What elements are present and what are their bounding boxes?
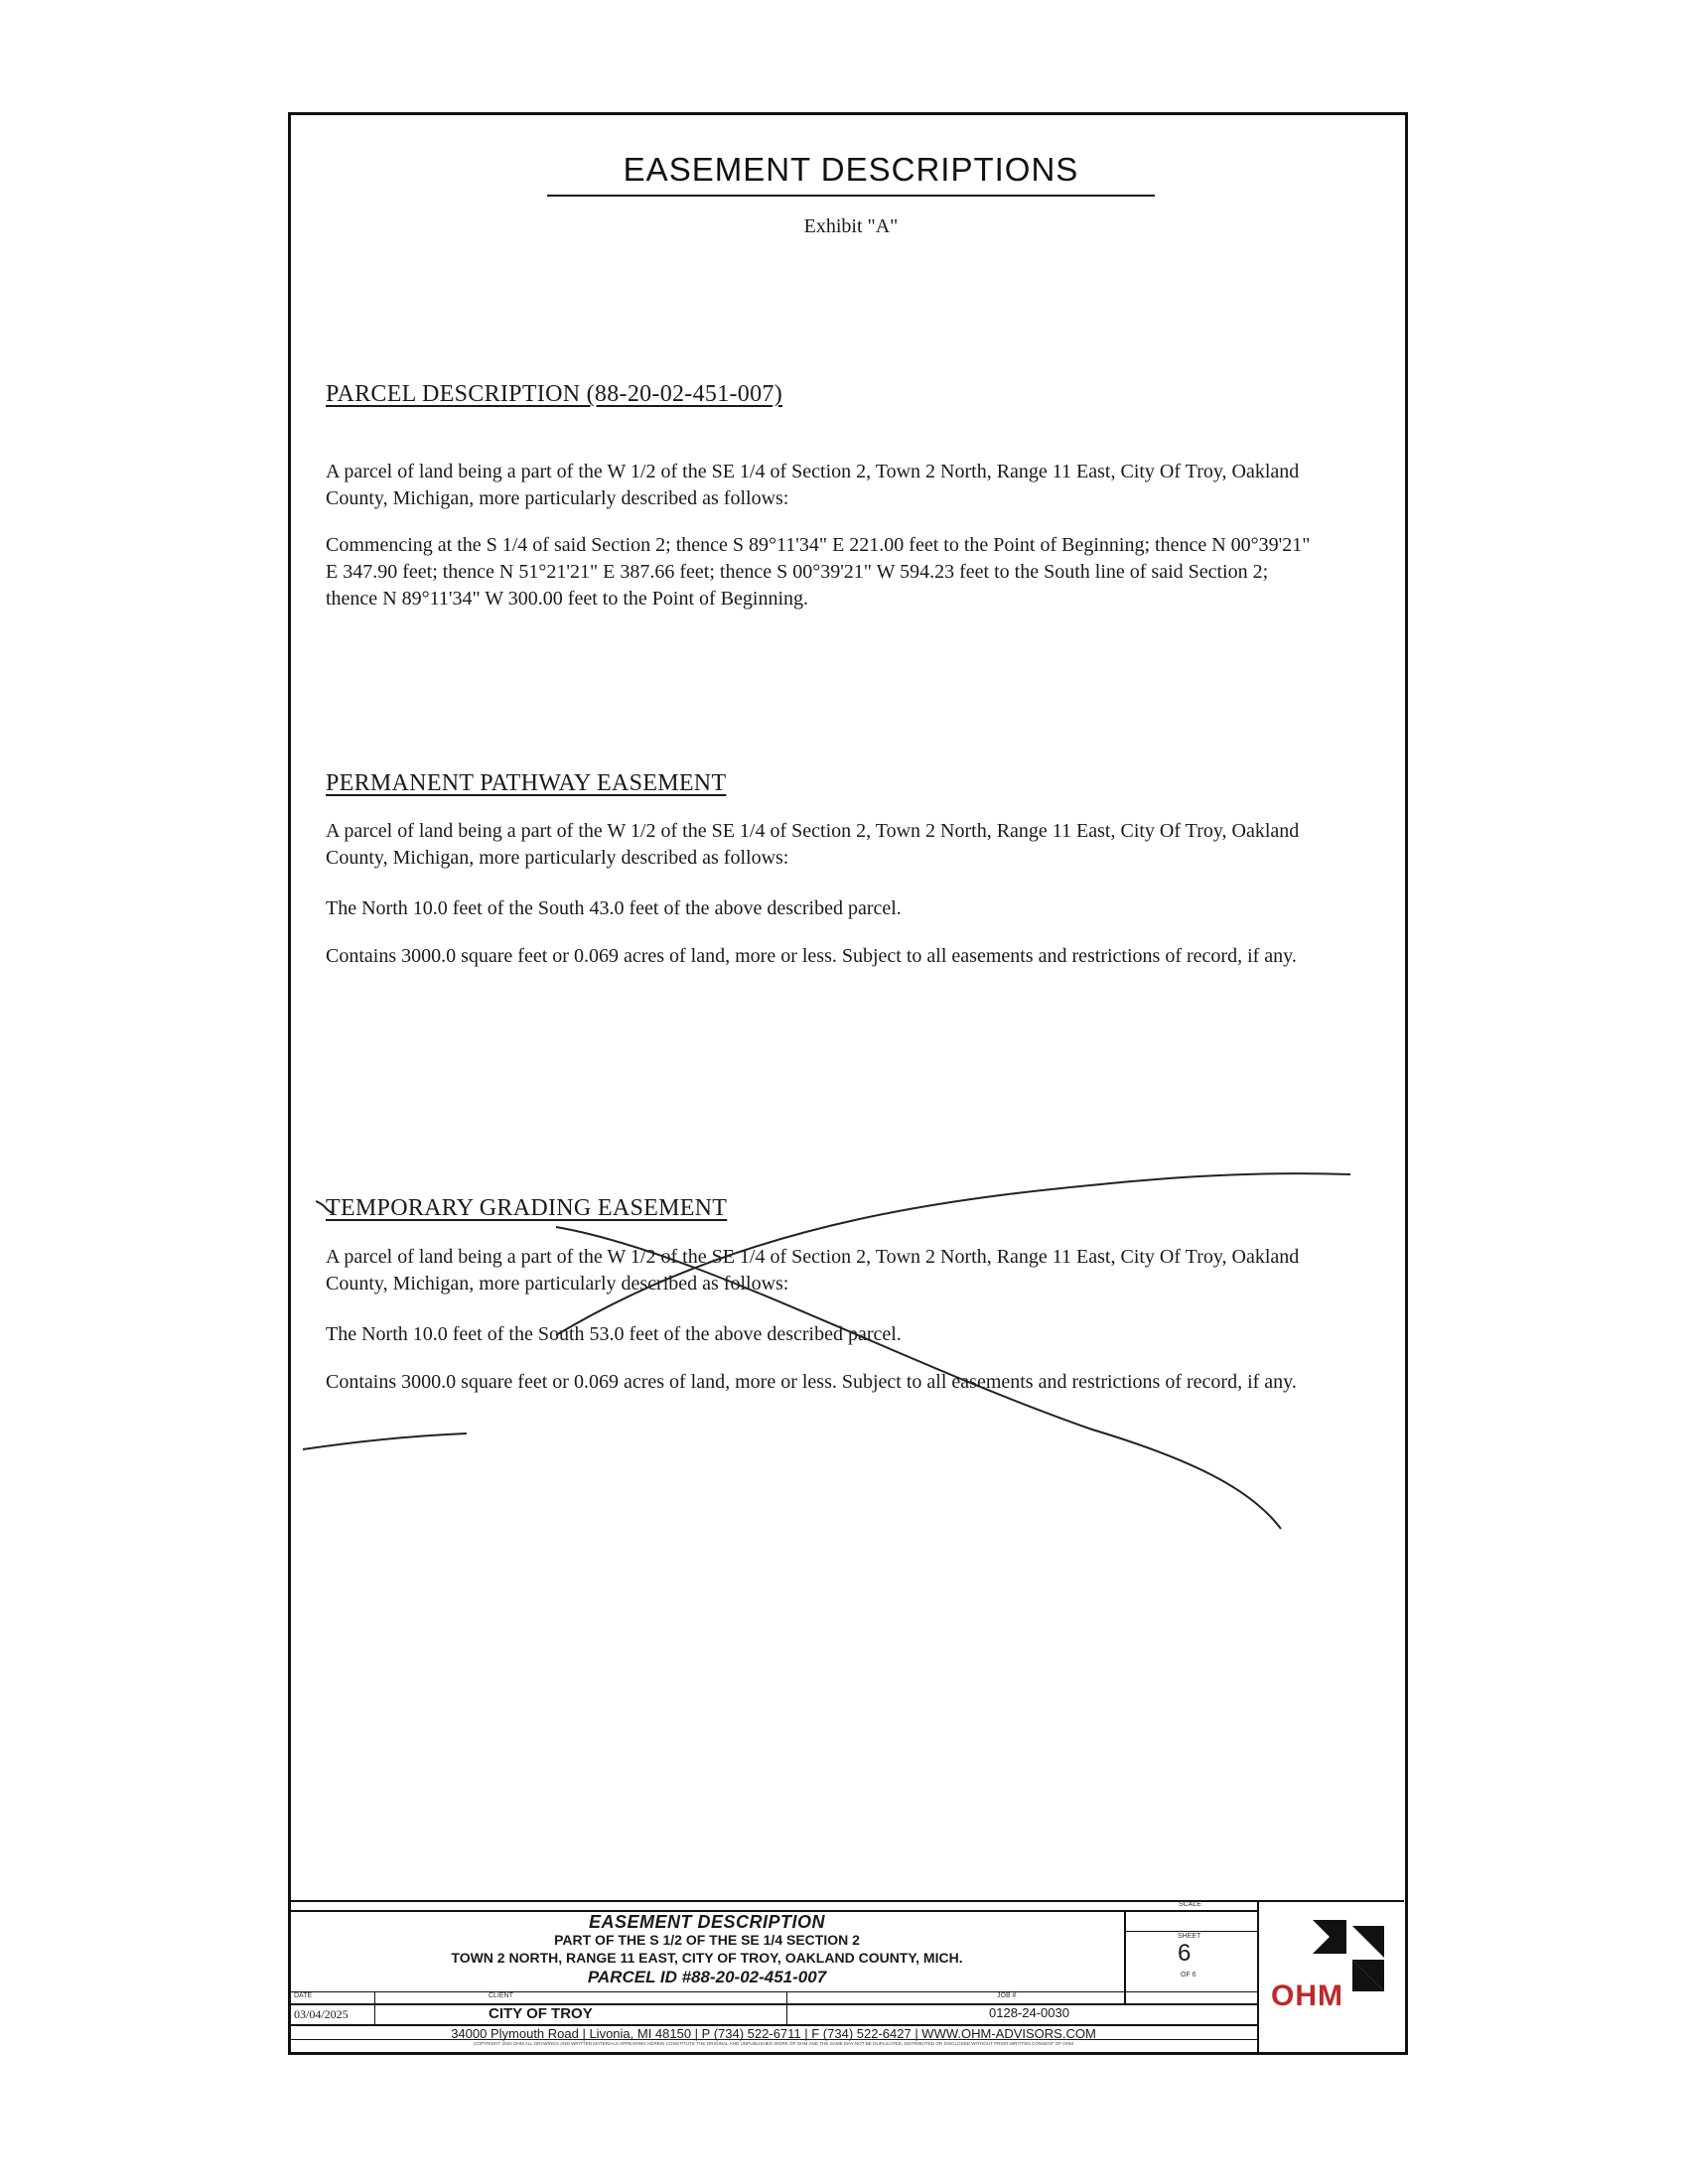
parcel-intro-text: A parcel of land being a part of the W 1/2 of the SE 1/4 of Section 2, Town 2 North, Range 11 East, City Of Troy, Oakland County, Michigan, more particularly described as follows: xyxy=(326,461,1300,509)
scale-label: SCALE xyxy=(1179,1901,1201,1908)
pathway-extent-text: The North 10.0 feet of the South 43.0 feet of the above described parcel. xyxy=(326,897,902,919)
pathway-easement-extent xyxy=(326,895,1319,922)
company-address: 34000 Plymouth Road | Livonia, MI 48150 | P (734) 522-6711 | F (734) 522-6427 | WWW.OHM-ADVISORS.COM xyxy=(451,2026,1096,2041)
title-block-heading: EASEMENT DESCRIPTION xyxy=(588,1912,826,1932)
client-label: CLIENT xyxy=(489,1992,513,1999)
title-block-line-2: TOWN 2 NORTH, RANGE 11 EAST, CITY OF TROY, OAKLAND COUNTY, MICH. xyxy=(451,1950,963,1966)
sheet-of-label: OF 6 xyxy=(1181,1972,1196,1979)
job-label: JOB # xyxy=(997,1992,1017,1999)
drawing-sheet xyxy=(288,112,1408,2055)
pathway-intro-text: A parcel of land being a part of the W 1/2 of the SE 1/4 of Section 2, Town 2 North, Range 11 East, City Of Troy, Oakland County, Michigan, more particularly described as follows: xyxy=(326,820,1300,869)
parcel-description-body xyxy=(326,532,1319,613)
pathway-area-text: Contains 3000.0 square feet or 0.069 acres of land, more or less. Subject to all easements and restrictions of record, if any. xyxy=(326,945,1297,967)
date-label: DATE xyxy=(294,1992,313,1999)
grading-easement-area xyxy=(326,1369,1319,1396)
page-title: EASEMENT DESCRIPTIONS xyxy=(623,151,1079,188)
parcel-body-text: Commencing at the S 1/4 of said Section 2; thence S 89°11'34" E 221.00 feet to the Point of Beginning; thence N 00°39'21" E 347.90 feet; thence N 51°21'21" E 387.66 feet; thence S 00°39'21" W 594.23 feet to the South line of said Section 2; thence N 89°11'34" W 300.00 feet to the Point of Beginning. xyxy=(326,534,1311,610)
parcel-description-heading: PARCEL DESCRIPTION (88-20-02-451-007) xyxy=(326,381,782,407)
client-value: CITY OF TROY xyxy=(489,2005,593,2022)
copyright-notice: COPYRIGHT 2024 OHM ALL DRAWINGS AND WRITTEN MATERIALS APPEARING HEREIN CONSTITUTE THE ORIGINAL AND UNPUBLISHED WORK OF OHM AND THE SAME MAY NOT BE DUPLICATED, DISTRIBUTED OR DISCLOSED WITHOUT PRIOR WRITTEN CONSENT OF OHM xyxy=(473,2041,1074,2046)
title-underline xyxy=(547,195,1155,197)
title-block xyxy=(290,1900,1404,2052)
pathway-easement-heading: PERMANENT PATHWAY EASEMENT xyxy=(326,770,727,796)
grading-area-text: Contains 3000.0 square feet or 0.069 acres of land, more or less. Subject to all easements and restrictions of record, if any. xyxy=(326,1371,1297,1393)
title-block-parcel-id: PARCEL ID #88-20-02-451-007 xyxy=(587,1968,827,1986)
grading-intro-text: A parcel of land being a part of the W 1/2 of the SE 1/4 of Section 2, Town 2 North, Range 11 East, City Of Troy, Oakland County, Michigan, more particularly described as follows: xyxy=(326,1246,1300,1295)
grading-easement-intro xyxy=(326,1244,1319,1297)
grading-extent-text: The North 10.0 feet of the South 53.0 feet of the above described parcel. xyxy=(326,1323,902,1345)
exhibit-label: Exhibit "A" xyxy=(803,215,899,237)
title-block-line-1: PART OF THE S 1/2 OF THE SE 1/4 SECTION 2 xyxy=(554,1932,860,1948)
grading-easement-heading: TEMPORARY GRADING EASEMENT xyxy=(326,1195,728,1221)
ohm-logo-text: OHM xyxy=(1271,1979,1343,2012)
job-number: 0128-24-0030 xyxy=(989,2005,1069,2020)
pathway-easement-area xyxy=(326,943,1319,970)
date-value: 03/04/2025 xyxy=(294,2007,349,2021)
parcel-description-intro xyxy=(326,459,1319,512)
sheet-label: SHEET xyxy=(1178,1933,1201,1940)
sheet-number: 6 xyxy=(1178,1940,1192,1967)
pathway-easement-intro xyxy=(326,818,1319,872)
grading-easement-extent xyxy=(326,1321,1319,1348)
